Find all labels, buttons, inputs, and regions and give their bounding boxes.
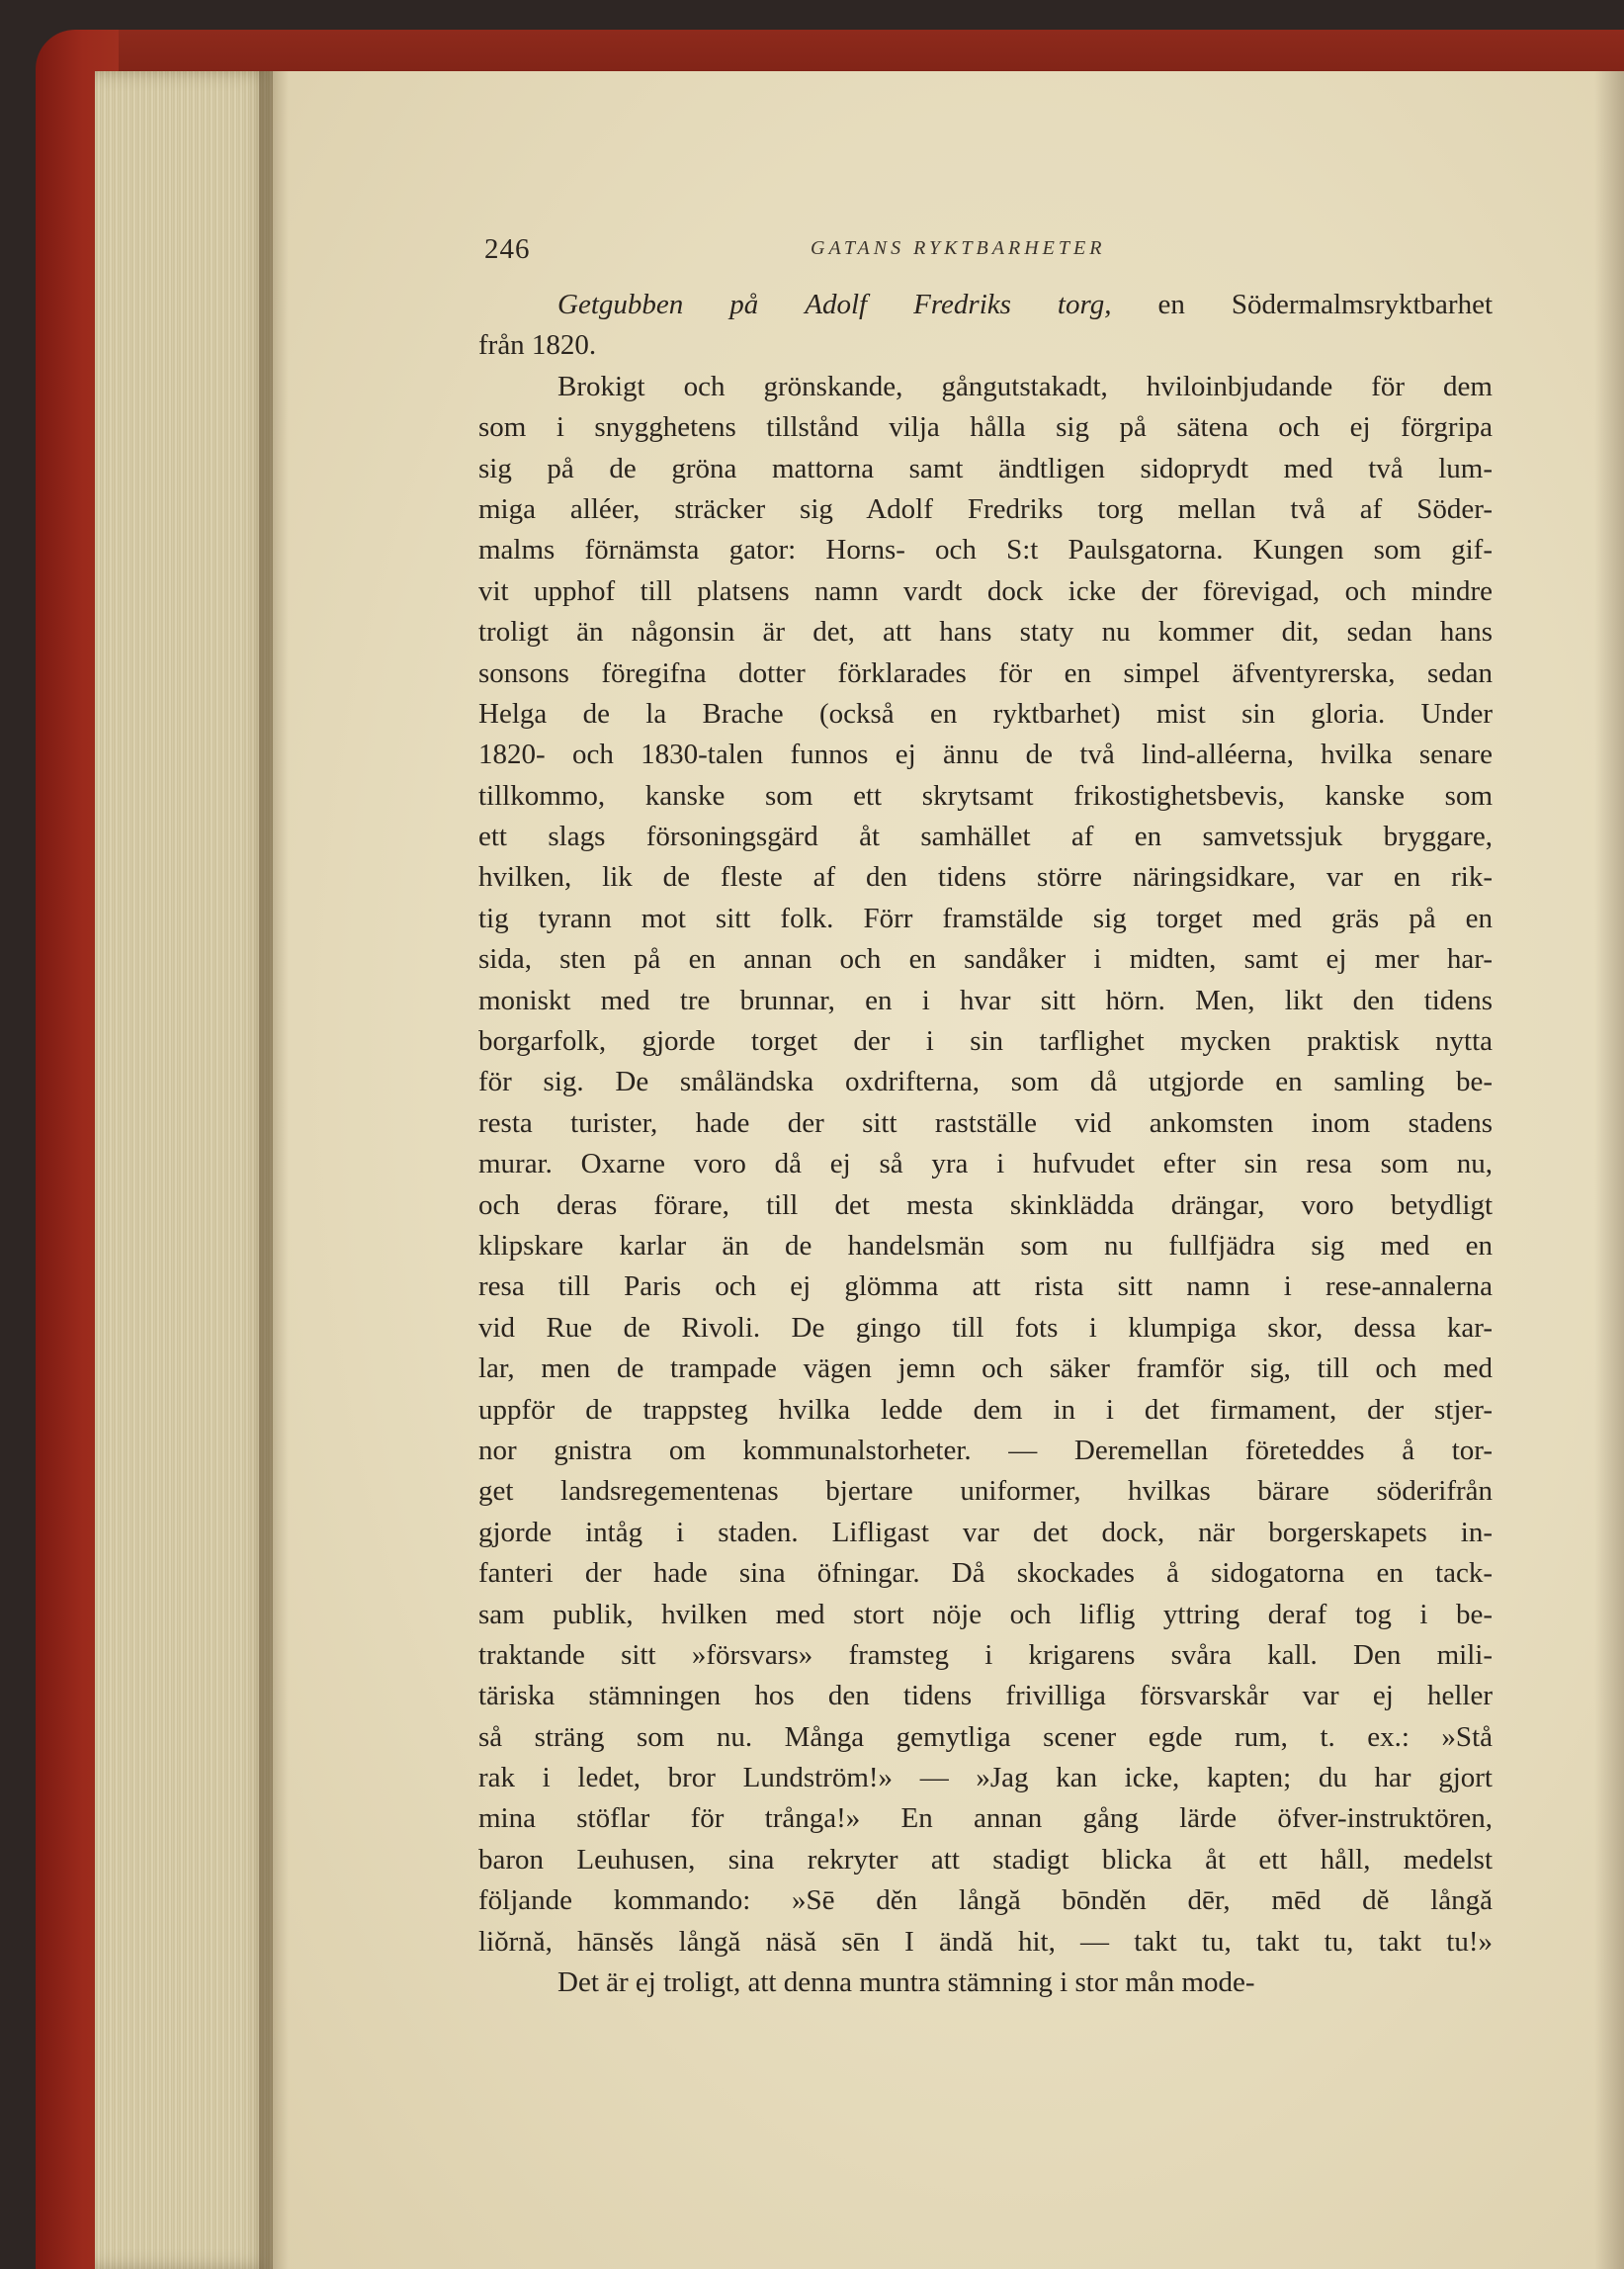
text-line: sam publik, hvilken med stort nöje och liflig yttring deraf tog i be- bbox=[478, 1598, 1493, 1630]
text-line: nor gnistra om kommunalstorheter. — Deremellan företeddes å tor- bbox=[478, 1434, 1493, 1466]
text-line: Helga de la Brache (också en ryktbarhet) mist sin gloria. Under bbox=[478, 697, 1493, 730]
text-line: fanteri der hade sina öfningar. Då skockades å sidogatorna en tack- bbox=[478, 1557, 1493, 1590]
text-line: hvilken, lik de fleste af den tidens större näringsidkare, var en rik- bbox=[478, 861, 1493, 894]
text-line: tillkommo, kanske som ett skrytsamt frikostighetsbevis, kanske som bbox=[478, 779, 1493, 812]
text-line: och deras förare, till det mesta skinklädda drängar, voro betydligt bbox=[478, 1188, 1493, 1221]
text-line: miga alléer, sträcker sig Adolf Fredriks torg mellan två af Söder- bbox=[478, 492, 1493, 525]
text-line: täriska stämningen hos den tidens frivilliga försvarskår var ej heller bbox=[478, 1680, 1493, 1712]
text-line: baron Leuhusen, sina rekryter att stadigt blicka åt ett håll, medelst bbox=[478, 1843, 1493, 1876]
text-line: lar, men de trampade vägen jemn och säker framför sig, till och med bbox=[478, 1353, 1493, 1385]
text-line: klipskare karlar än de handelsmän som nu fullfjädra sig med en bbox=[478, 1229, 1493, 1262]
text-line: följande kommando: »Sē dĕn långă bōndĕn dēr, mēd dĕ långă bbox=[478, 1884, 1493, 1917]
text-line: sonsons föregifna dotter förklarades för en simpel äfventyrerska, sedan bbox=[478, 656, 1493, 689]
text-line bbox=[478, 285, 1493, 325]
text-line: Brokigt och grönskande, gångutstakadt, hviloinbjudande för dem bbox=[557, 370, 1493, 402]
text-line: 1820- och 1830-talen funnos ej ännu de två lind-alléerna, hvilka senare bbox=[478, 739, 1493, 771]
text-line: vid Rue de Rivoli. De gingo till fots i klumpiga skor, dessa kar- bbox=[478, 1311, 1493, 1344]
body-text bbox=[478, 285, 1493, 2003]
text-line: från 1820. bbox=[478, 329, 597, 362]
text-line: moniskt med tre brunnar, en i hvar sitt hörn. Men, likt den tidens bbox=[478, 984, 1493, 1016]
text-line: resa till Paris och ej glömma att rista sitt namn i rese-annalerna bbox=[478, 1270, 1493, 1303]
text-line: Det är ej troligt, att denna muntra stämning i stor mån mode- bbox=[557, 1966, 1255, 1999]
page-edge-shadow bbox=[1594, 71, 1624, 2269]
text-line: get landsregementenas bjertare uniformer, hvilkas bärare söderifrån bbox=[478, 1475, 1493, 1508]
text-line: mina stöflar för trånga!» En annan gång lärde öfver-instruktören, bbox=[478, 1802, 1493, 1835]
lead-italic-place: Adolf Fredriks torg, bbox=[805, 289, 1112, 320]
text-line: murar. Oxarne voro då ej så yra i hufvudet efter sin resa som nu, bbox=[478, 1148, 1493, 1180]
text-line: malms förnämsta gator: Horns- och S:t Paulsgatorna. Kungen som gif- bbox=[478, 534, 1493, 567]
text-line: så sträng som nu. Många gemytliga scener egde rum, t. ex.: »Stå bbox=[478, 1720, 1493, 1753]
lead-italic-title: Getgubben bbox=[557, 289, 684, 320]
text-line: tig tyrann mot sitt folk. Förr framstälde sig torget med gräs på en bbox=[478, 902, 1493, 934]
text-line: rak i ledet, bror Lundström!» — »Jag kan icke, kapten; du har gjort bbox=[478, 1762, 1493, 1794]
running-title: GATANS RYKTBARHETER bbox=[811, 237, 1106, 259]
text-line: uppför de trappsteg hvilka ledde dem in i det firmament, der stjer- bbox=[478, 1393, 1493, 1426]
text-line: resta turister, hade der sitt rastställe vid ankomsten inom stadens bbox=[478, 1106, 1493, 1139]
lead-rest: en Södermalmsryktbarhet bbox=[1157, 289, 1494, 320]
page-block-edges bbox=[95, 71, 273, 2269]
text-line: sig på de gröna mattorna samt ändtligen sidoprydt med två lum- bbox=[478, 452, 1493, 484]
text-line: vit upphof till platsens namn vardt dock icke der förevigad, och mindre bbox=[478, 574, 1493, 607]
page-number: 246 bbox=[484, 233, 531, 265]
page-header bbox=[484, 233, 1196, 263]
text-line: som i snygghetens tillstånd vilja hålla sig på sätena och ej förgripa bbox=[478, 411, 1493, 444]
text-line: liŏrnă, hānsĕs långă näsă sēn I ändă hit, — takt tu, takt tu, takt tu!» bbox=[478, 1925, 1493, 1958]
page-gutter-shadow bbox=[259, 71, 289, 2269]
text-line: sida, sten på en annan och en sandåker i midten, samt ej mer har- bbox=[478, 943, 1493, 976]
text-line: troligt än någonsin är det, att hans staty nu kommer dit, sedan hans bbox=[478, 616, 1493, 649]
text-line: ett slags försoningsgärd åt samhället af en samvetssjuk bryggare, bbox=[478, 821, 1493, 853]
lead-italic-preposition: på bbox=[729, 289, 759, 320]
text-line: gjorde intåg i staden. Lifligast var det dock, när borgerskapets in- bbox=[478, 1516, 1493, 1548]
text-line: traktande sitt »försvars» framsteg i krigarens svåra kall. Den mili- bbox=[478, 1638, 1493, 1671]
text-line: för sig. De småländska oxdrifterna, som då utgjorde en samling be- bbox=[478, 1066, 1493, 1098]
text-line: borgarfolk, gjorde torget der i sin tarflighet mycken praktisk nytta bbox=[478, 1025, 1493, 1058]
